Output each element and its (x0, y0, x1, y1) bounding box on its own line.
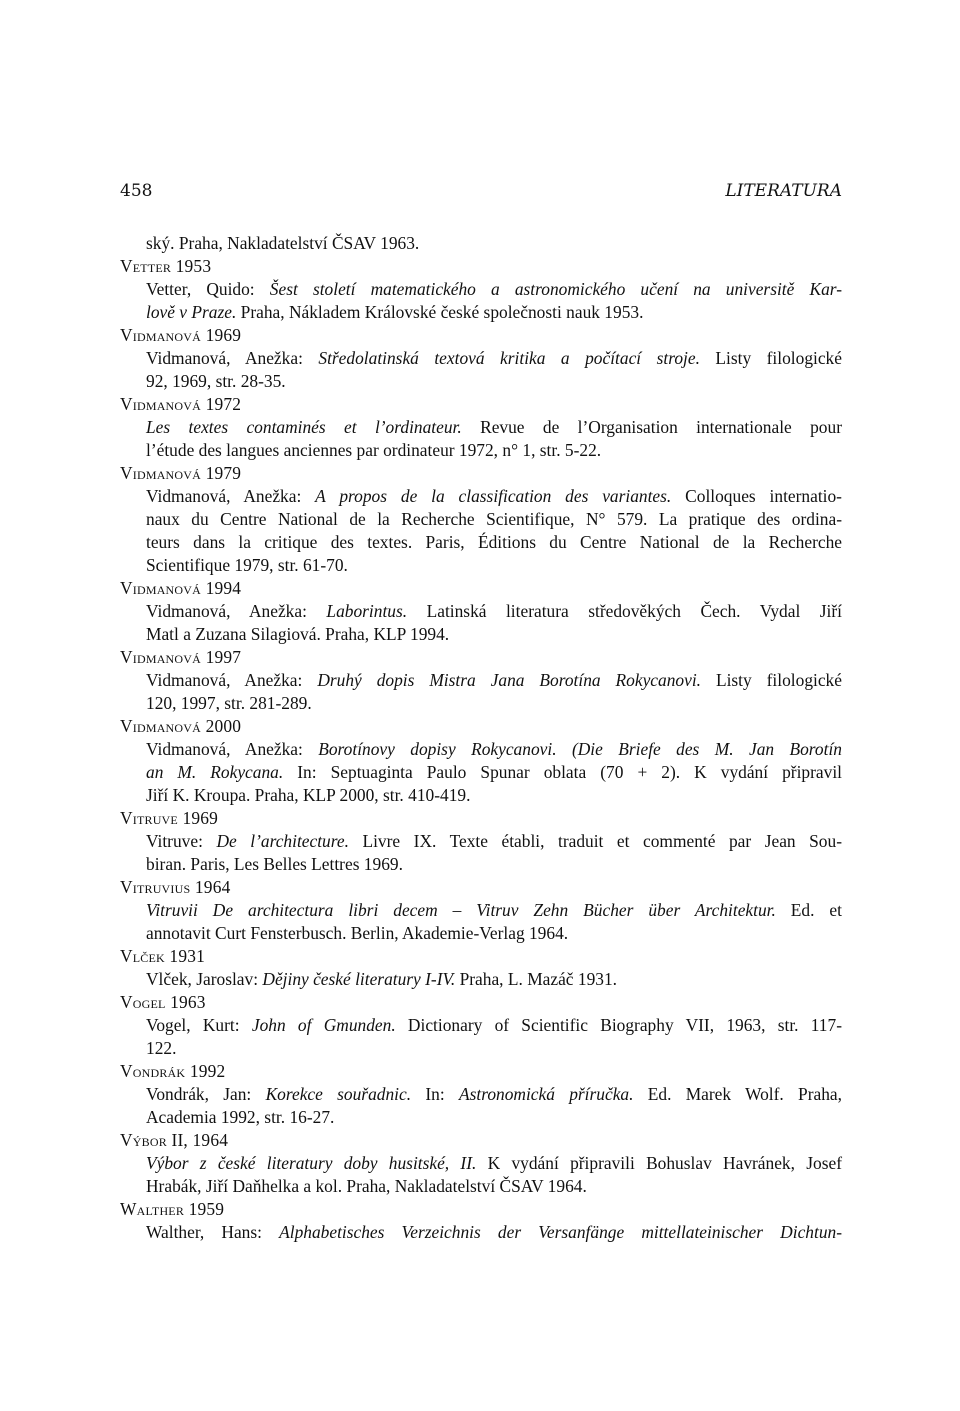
entry-heading-vogel-1963: Vogel 1963 (120, 992, 206, 1012)
entry-body-line: l’étude des langues anciennes par ordinateur 1972, n° 1, str. 5-22. (146, 440, 602, 460)
entry-body-line: Jiří K. Kroupa. Praha, KLP 2000, str. 410-419. (146, 785, 471, 805)
entry-body-line: Vlček, Jaroslav: Dějiny české literatury I-IV. Praha, L. Mazáč 1931. (146, 969, 618, 989)
entry-heading-vidmanova-1997: Vidmanová 1997 (120, 647, 242, 667)
entry-body-line: Scientifique 1979, str. 61-70. (146, 555, 348, 575)
page-header (120, 181, 842, 207)
entry-body-line: 122. (146, 1038, 177, 1058)
entry-heading-vidmanova-1979: Vidmanová 1979 (120, 463, 242, 483)
entry-heading-vlcek-1931: Vlček 1931 (120, 946, 206, 966)
page-number: 458 (120, 181, 153, 201)
entry-heading-vybor-1964: Výbor II, 1964 (120, 1130, 229, 1150)
entry-body-line: naux du Centre National de la Recherche Scientifique, N° 579. La pratique des ordina- (146, 509, 842, 529)
entry-heading-vondrak-1992: Vondrák 1992 (120, 1061, 226, 1081)
entry-body-line: biran. Paris, Les Belles Lettres 1969. (146, 854, 403, 874)
entry-body-line: Vidmanová, Anežka: Laborintus. Latinská literatura středověkých Čech. Vydal Jiří (146, 601, 842, 621)
entry-body-line: Vidmanová, Anežka: A propos de la classification des variantes. Colloques internatio- (146, 486, 842, 506)
bibliography-list (120, 232, 842, 1244)
entry-heading-vidmanova-2000: Vidmanová 2000 (120, 716, 242, 736)
entry-heading-vetter-1953: Vetter 1953 (120, 256, 212, 276)
entry-heading-vidmanova-1972: Vidmanová 1972 (120, 394, 242, 414)
entry-heading-vidmanova-1994: Vidmanová 1994 (120, 578, 242, 598)
entry-continuation: ský. Praha, Nakladatelství ČSAV 1963. (146, 233, 420, 253)
entry-body-line: Výbor z české literatury doby husitské, II. K vydání připravili Bohuslav Havránek, Josef (146, 1153, 842, 1173)
entry-body-line: lově v Praze. Praha, Nákladem Královské české společnosti nauk 1953. (146, 302, 644, 322)
entry-heading-vitruve-1969: Vitruve 1969 (120, 808, 219, 828)
entry-body-line: Academia 1992, str. 16-27. (146, 1107, 335, 1127)
entry-body-line: Vondrák, Jan: Korekce souřadnic. In: Astronomická příručka. Ed. Marek Wolf. Praha, (146, 1084, 842, 1104)
entry-body-line: Vidmanová, Anežka: Borotínovy dopisy Rokycanovi. (Die Briefe des M. Jan Borotín (146, 739, 842, 759)
entry-body-line: 120, 1997, str. 281-289. (146, 693, 312, 713)
entry-body-line: Vidmanová, Anežka: Středolatinská textová kritika a počítací stroje. Listy filologické (146, 348, 842, 368)
entry-heading-vitruvius-1964: Vitruvius 1964 (120, 877, 231, 897)
running-title: LITERATURA (725, 181, 842, 201)
entry-body-line: Vitruvii De architectura libri decem – Vitruv Zehn Bücher über Architektur. Ed. et (146, 900, 842, 920)
entry-body-line: Les textes contaminés et l’ordinateur. Revue de l’Organisation internationale pour (146, 417, 842, 437)
entry-heading-vidmanova-1969: Vidmanová 1969 (120, 325, 242, 345)
entry-heading-walther-1959: Walther 1959 (120, 1199, 225, 1219)
entry-body-line: Matl a Zuzana Silagiová. Praha, KLP 1994. (146, 624, 450, 644)
entry-body-line: Vogel, Kurt: John of Gmunden. Dictionary of Scientific Biography VII, 1963, str. 117- (146, 1015, 842, 1035)
entry-body-line: Vidmanová, Anežka: Druhý dopis Mistra Jana Borotína Rokycanovi. Listy filologické (146, 670, 842, 690)
entry-body-line: teurs dans la critique des textes. Paris, Éditions du Centre National de la Recherche (146, 532, 842, 552)
entry-body-line: an M. Rokycana. In: Septuaginta Paulo Spunar oblata (70 + 2). K vydání připravil (146, 762, 842, 782)
entry-body-line: Vitruve: De l’architecture. Livre IX. Texte établi, traduit et commenté par Jean Sou- (146, 831, 842, 851)
entry-body-line: Hrabák, Jiří Daňhelka a kol. Praha, Nakladatelství ČSAV 1964. (146, 1176, 587, 1196)
entry-body-line: annotavit Curt Fensterbusch. Berlin, Akademie-Verlag 1964. (146, 923, 569, 943)
entry-body-line: Walther, Hans: Alphabetisches Verzeichnis der Versanfänge mittellateinischer Dichtun- (146, 1222, 843, 1242)
entry-body-line: Vetter, Quido: Šest století matematického a astronomického učení na universitě Kar- (146, 279, 842, 299)
entry-body-line: 92, 1969, str. 28-35. (146, 371, 286, 391)
